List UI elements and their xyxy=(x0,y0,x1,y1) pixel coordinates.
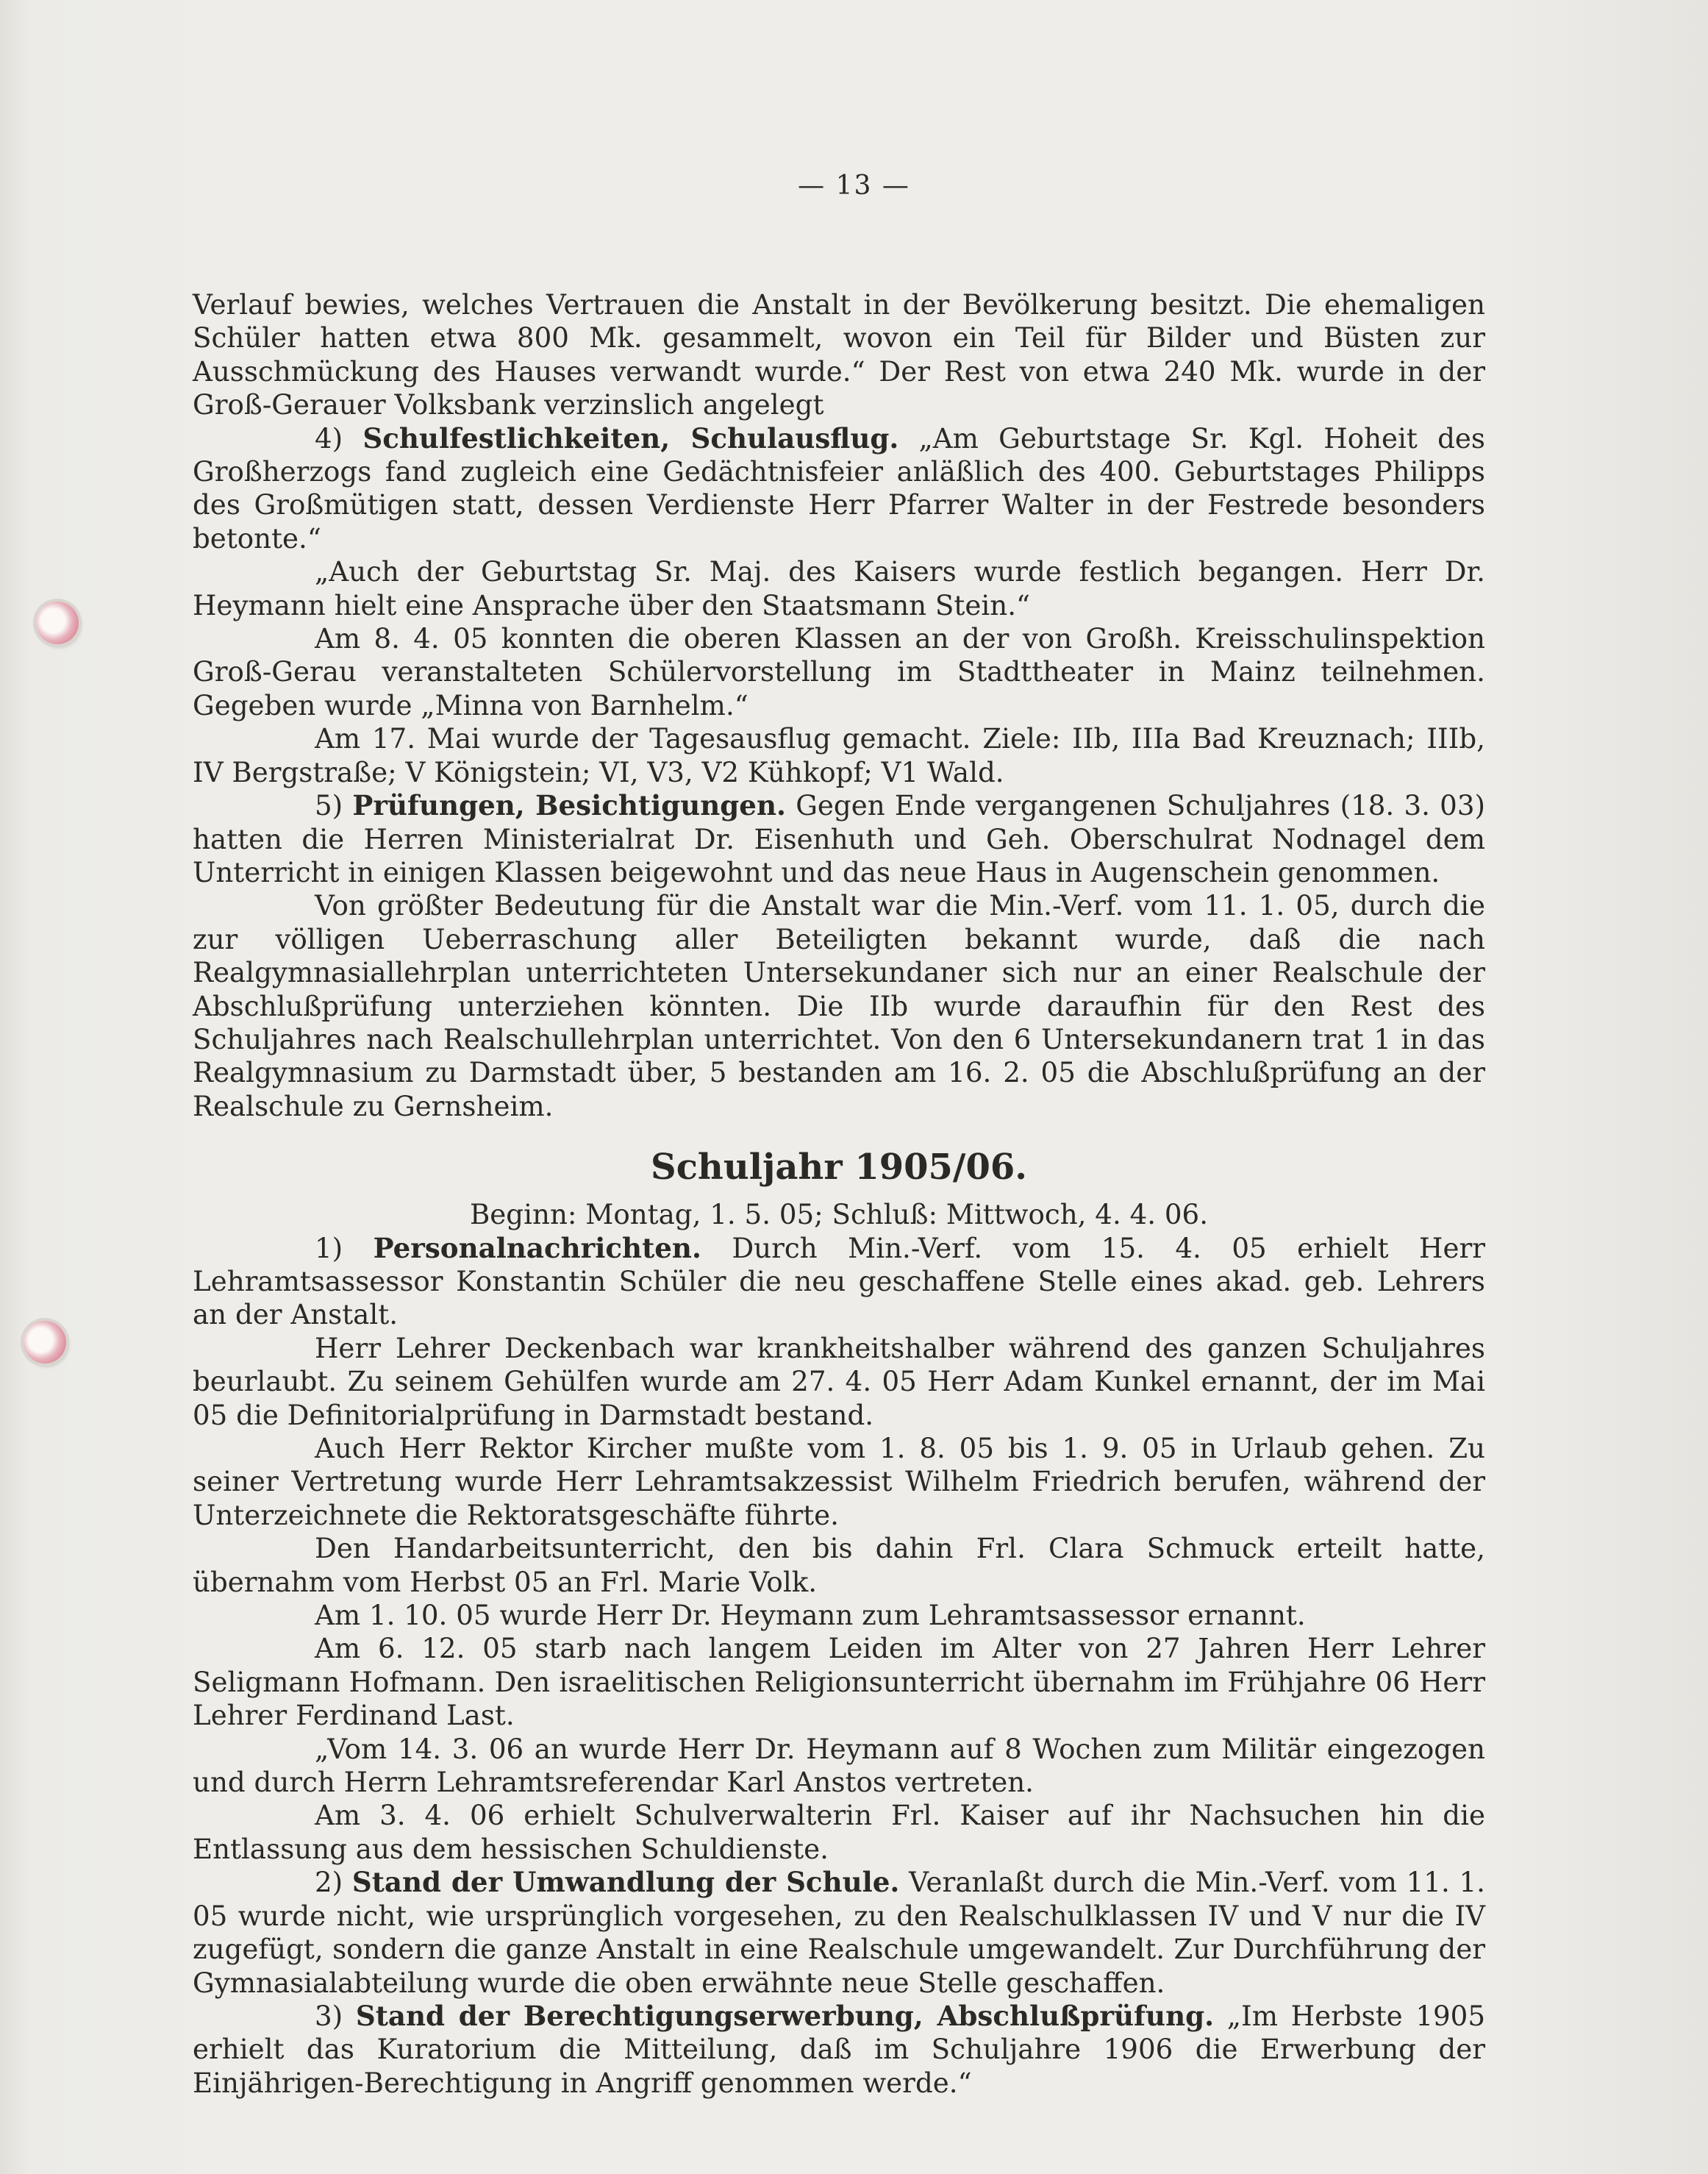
school-year-dates: Beginn: Montag, 1. 5. 05; Schluß: Mittwoch, 4. 4. 06. xyxy=(469,1198,1209,1231)
paragraph-heading: Stand der Berechtigungserwerbung, Abschlußprüfung. xyxy=(355,1999,1215,2032)
paragraph: Den Handarbeitsunterricht, den bis dahin Frl. Clara Schmuck erteilt hatte, übernahm vom Herbst 05 an Frl. Marie Volk. xyxy=(193,1532,1485,1598)
paragraph: 3) Stand der Berechtigungserwerbung, Abschlußprüfung. „Im Herbste 1905 erhielt das Kuratorium die Mitteilung, daß im Schuljahre 1906 die Erwerbung der Einjährigen-Berechtigung in Angriff genommen werde.“ xyxy=(193,1999,1485,2099)
paragraph: Am 17. Mai wurde der Tagesausflug gemacht. Ziele: IIb, IIIa Bad Kreuznach; IIIb, IV Bergstraße; V Königstein; VI, V3, V2 Kühkopf; V1 Wald. xyxy=(193,722,1485,788)
paragraph-heading: Schulfestlichkeiten, Schulausflug. xyxy=(362,421,899,455)
punch-hole-lower xyxy=(24,1321,66,1364)
paragraph-heading: Personalnachrichten. xyxy=(373,1231,701,1264)
paragraph: Herr Lehrer Deckenbach war krankheitshalber während des ganzen Schuljahres beurlaubt. Zu seinem Gehülfen wurde am 27. 4. 05 Herr Adam Kunkel ernannt, der im Mai 05 die Definitorialprüfung in Darmstadt bestand. xyxy=(193,1331,1485,1431)
paragraph: Am 8. 4. 05 konnten die oberen Klassen an der von Großh. Kreisschulinspektion Groß-Gerau veranstalteten Schülervorstellung im Stadttheater in Mainz teilnehmen. Gegeben wurde „Minna von Barnhelm.“ xyxy=(193,622,1485,721)
paragraph: 1) Personalnachrichten. Durch Min.-Verf. vom 15. 4. 05 erhielt Herr Lehramtsassessor Konstantin Schüler die neu geschaffene Stelle eines akad. geb. Lehrers an der Anstalt. xyxy=(193,1231,1486,1331)
paragraph: Auch Herr Rektor Kircher mußte vom 1. 8. 05 bis 1. 9. 05 in Urlaub gehen. Zu seiner Vertretung wurde Herr Lehramtsakzessist Wilhelm Friedrich berufen, während der Unterzeichnete die Rektoratsgeschäfte führte. xyxy=(193,1432,1485,1531)
paragraph-heading: Stand der Umwandlung der Schule. xyxy=(351,1866,900,1899)
section-heading: Schuljahr 1905/06. xyxy=(651,1147,1027,1188)
paragraph: „Vom 14. 3. 06 an wurde Herr Dr. Heymann auf 8 Wochen zum Militär eingezogen und durch Herrn Lehramtsreferendar Karl Anstos vertreten. xyxy=(193,1732,1485,1799)
paragraph: „Auch der Geburtstag Sr. Maj. des Kaisers wurde festlich begangen. Herr Dr. Heymann hielt eine Ansprache über den Staatsmann Stein.“ xyxy=(193,555,1485,621)
paragraph: 4) Schulfestlichkeiten, Schulausflug. „Am Geburtstage Sr. Kgl. Hoheit des Großherzogs fand zugleich eine Gedächtnisfeier anläßlich des 400. Geburtstages Philipps des Großmütigen statt, dessen Verdienste Herr Pfarrer Walter in der Festrede besonders betonte.“ xyxy=(193,421,1485,555)
page-body xyxy=(193,288,1485,2100)
punch-hole-upper xyxy=(36,602,79,644)
paragraph: Am 6. 12. 05 starb nach langem Leiden im Alter von 27 Jahren Herr Lehrer Seligmann Hofmann. Den israelitischen Religionsunterricht übernahm im Frühjahre 06 Herr Lehrer Ferdinand Last. xyxy=(193,1632,1485,1732)
paragraph: Am 1. 10. 05 wurde Herr Dr. Heymann zum Lehramtsassessor ernannt. xyxy=(315,1599,1306,1632)
paragraph: Am 3. 4. 06 erhielt Schulverwalterin Frl. Kaiser auf ihr Nachsuchen hin die Entlassung aus dem hessischen Schuldienste. xyxy=(193,1799,1485,1865)
paragraph-heading: Prüfungen, Besichtigungen. xyxy=(352,789,786,822)
page-number: — 13 — xyxy=(798,171,910,201)
paragraph: 2) Stand der Umwandlung der Schule. Veranlaßt durch die Min.-Verf. vom 11. 1. 05 wurde nicht, wie ursprünglich vorgesehen, zu den Realschulklassen IV und V nur die IV zugefügt, sondern die ganze Anstalt in eine Realschule umgewandelt. Zur Durchführung der Gymnasialabteilung wurde die oben erwähnte neue Stelle geschaffen. xyxy=(193,1866,1485,1999)
paragraph: 5) Prüfungen, Besichtigungen. Gegen Ende vergangenen Schuljahres (18. 3. 03) hatten die Herren Ministerialrat Dr. Eisenhuth und Geh. Oberschulrat Nodnagel dem Unterricht in einigen Klassen beigewohnt und das neue Haus in Augenschein genommen. xyxy=(193,789,1485,888)
paragraph: Von größter Bedeutung für die Anstalt war die Min.-Verf. vom 11. 1. 05, durch die zur völligen Ueberraschung aller Beteiligten bekannt wurde, daß die nach Realgymnasiallehrplan unterrichteten Untersekundaner sich nur an einer Realschule der Abschlußprüfung unterziehen könnten. Die IIb wurde daraufhin für den Rest des Schuljahres nach Realschullehrplan unterrichtet. Von den 6 Untersekundanern trat 1 in das Realgymnasium zu Darmstadt über, 5 bestanden am 16. 2. 05 die Abschlußprüfung an der Realschule zu Gernsheim. xyxy=(193,889,1485,1122)
paragraph: Verlauf bewies, welches Vertrauen die Anstalt in der Bevölkerung besitzt. Die ehemaligen Schüler hatten etwa 800 Mk. gesammelt, wovon ein Teil für Bilder und Büsten zur Ausschmückung des Hauses verwandt wurde.“ Der Rest von etwa 240 Mk. wurde in der Groß-Gerauer Volksbank verzinslich angelegt xyxy=(193,288,1485,421)
